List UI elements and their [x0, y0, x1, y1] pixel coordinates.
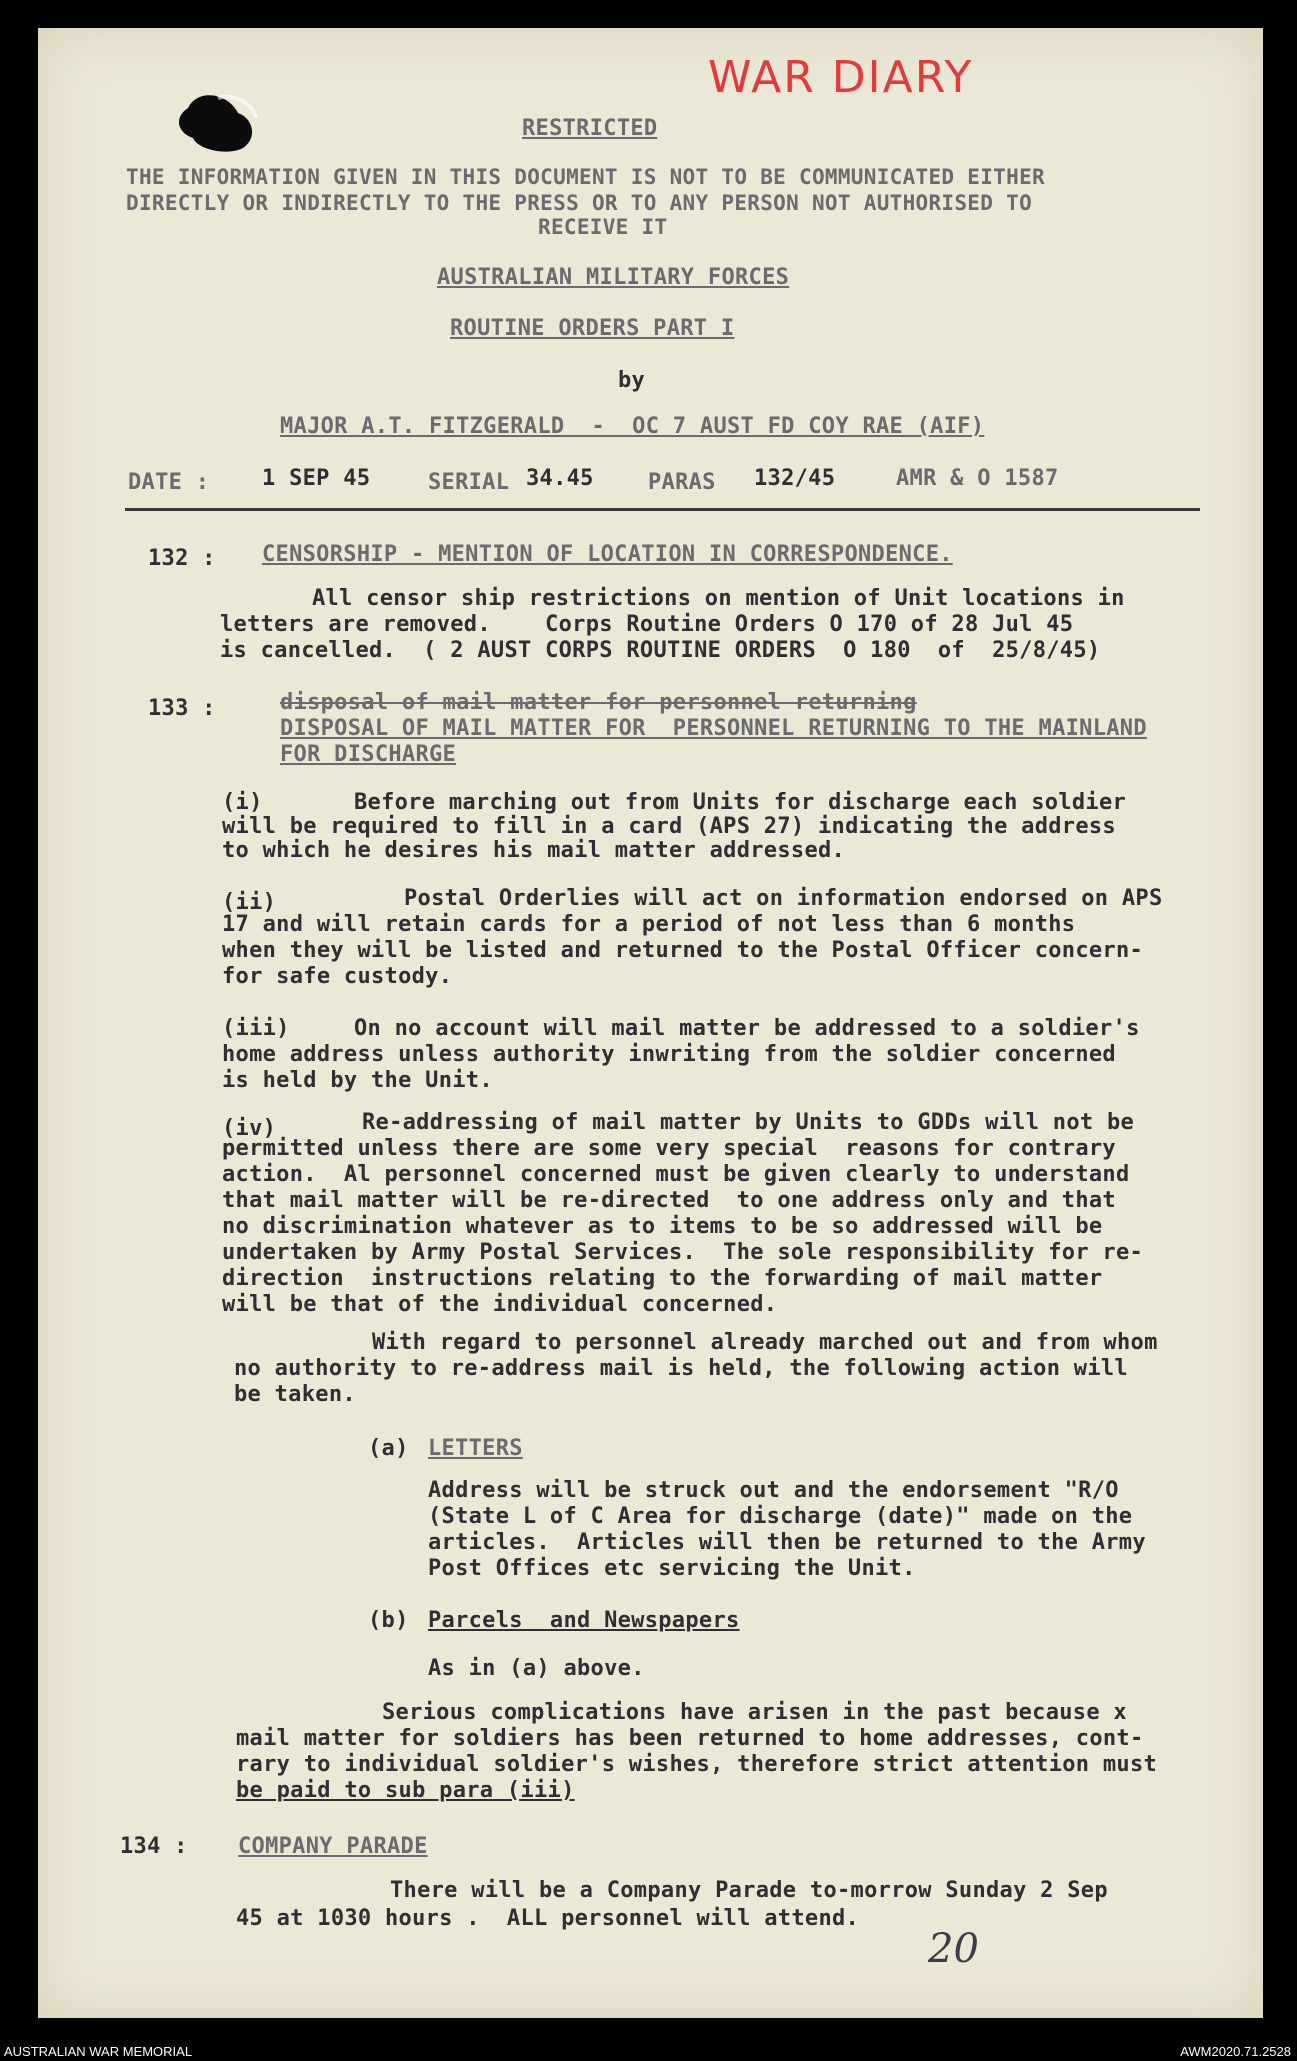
sub-para-iv-line-1: Re-addressing of mail matter by Units to GDDs will not be [362, 1110, 1135, 1135]
sub-para-ii-line-1: Postal Orderlies will act on information endorsed on APS [404, 886, 1163, 911]
sub-para-ii-line-4: for safe custody. [222, 964, 453, 989]
para-133-number: 133 : [148, 696, 216, 721]
para-133-title-line-1: DISPOSAL OF MAIL MATTER FOR PERSONNEL RETURNING TO THE MAINLAND [280, 716, 1147, 741]
sub-para-ii-line-2: 17 and will retain cards for a period of not less than 6 months [222, 912, 1076, 937]
para-134-title: COMPANY PARADE [238, 1834, 428, 1859]
notice-line-3: RECEIVE IT [538, 215, 668, 239]
sub-para-iii-label: (iii) [222, 1016, 290, 1041]
handwritten-page-number: 20 [928, 1926, 979, 1972]
item-b-line-1: As in (a) above. [428, 1656, 645, 1681]
force-heading: AUSTRALIAN MILITARY FORCES [437, 265, 790, 290]
officer-line: MAJOR A.T. FITZGERALD - OC 7 AUST FD COY RAE (AIF) [280, 414, 985, 439]
para-132-title: CENSORSHIP - MENTION OF LOCATION IN CORRESPONDENCE. [262, 542, 953, 567]
sub-para-iv-line-3: action. Al personnel concerned must be given clearly to understand [222, 1162, 1130, 1187]
item-a-label: (a) [368, 1436, 409, 1461]
with-regard-line-3: be taken. [234, 1382, 356, 1407]
orders-heading: ROUTINE ORDERS PART I [450, 316, 735, 341]
sub-para-iv-line-6: undertaken by Army Postal Services. The sole responsibility for re- [222, 1240, 1144, 1265]
item-a-line-1: Address will be struck out and the endorsement "R/O [428, 1478, 1119, 1503]
serious-line-3: rary to individual soldier's wishes, therefore strict attention must [236, 1752, 1158, 1777]
notice-line-1: THE INFORMATION GIVEN IN THIS DOCUMENT IS NOT TO BE COMMUNICATED EITHER [126, 165, 1045, 189]
date-value: 1 SEP 45 [262, 466, 371, 491]
sub-para-iii-line-1: On no account will mail matter be addressed to a soldier's [354, 1016, 1140, 1041]
paras-value: 132/45 [754, 466, 836, 491]
para-132-line-3: is cancelled. ( 2 AUST CORPS ROUTINE ORDERS O 180 of 25/8/45) [220, 638, 1101, 663]
sub-para-i-line-3: to which he desires his mail matter addressed. [222, 838, 846, 863]
footer-left: AUSTRALIAN WAR MEMORIAL [4, 2044, 193, 2059]
item-a-line-3: articles. Articles will then be returned to the Army [428, 1530, 1146, 1555]
date-label: DATE : [128, 470, 210, 495]
with-regard-line-2: no authority to re-address mail is held, the following action will [234, 1356, 1128, 1381]
sub-para-iii-line-3: is held by the Unit. [222, 1068, 493, 1093]
serious-line-4: be paid to sub para (iii) [236, 1778, 575, 1803]
item-a-line-4: Post Offices etc servicing the Unit. [428, 1556, 916, 1581]
para-133-struck-title: disposal of mail matter for personnel returning [280, 690, 917, 715]
header-divider [125, 508, 1200, 511]
footer-right: AWM2020.71.2528 [1180, 2044, 1291, 2059]
para-134-line-2: 45 at 1030 hours . ALL personnel will attend. [236, 1906, 860, 1931]
para-132-line-1: All censor ship restrictions on mention of Unit locations in [312, 586, 1125, 611]
sub-para-iv-line-2: permitted unless there are some very special reasons for contrary [222, 1136, 1116, 1161]
para-132-number: 132 : [148, 546, 216, 571]
sub-para-i-label: (i) [222, 790, 263, 815]
serious-line-1: Serious complications have arisen in the past because x [382, 1700, 1127, 1725]
serial-value: 34.45 [526, 466, 594, 491]
paras-label: PARAS [648, 470, 716, 495]
restricted-heading: RESTRICTED [522, 116, 658, 141]
item-a-title: LETTERS [428, 1436, 523, 1461]
sub-para-ii-label: (ii) [222, 890, 277, 915]
sub-para-iv-line-7: direction instructions relating to the forwarding of mail matter [222, 1266, 1103, 1291]
para-134-number: 134 : [120, 1834, 188, 1859]
sub-para-i-line-2: will be required to fill in a card (APS 27) indicating the address [222, 814, 1116, 839]
para-133-title-line-2: FOR DISCHARGE [280, 742, 457, 767]
war-diary-stamp: WAR DIARY [708, 52, 974, 103]
torn-corner-mark [158, 78, 278, 158]
by-text: by [618, 368, 646, 393]
sub-para-iv-line-8: will be that of the individual concerned. [222, 1292, 778, 1317]
sub-para-ii-line-3: when they will be listed and returned to the Postal Officer concern- [222, 938, 1144, 963]
sub-para-i-line-1: Before marching out from Units for discharge each soldier [354, 790, 1127, 815]
serial-label: SERIAL [428, 470, 510, 495]
sub-para-iv-line-5: no discrimination whatever as to items to be so addressed will be [222, 1214, 1103, 1239]
serious-line-2: mail matter for soldiers has been returned to home addresses, cont- [236, 1726, 1144, 1751]
item-b-title: Parcels and Newspapers [428, 1608, 740, 1633]
para-134-line-1: There will be a Company Parade to-morrow Sunday 2 Sep [390, 1878, 1108, 1903]
sub-para-iv-label: (iv) [222, 1116, 277, 1141]
sub-para-iv-line-4: that mail matter will be re-directed to one address only and that [222, 1188, 1116, 1213]
item-a-line-2: (State L of C Area for discharge (date)" made on the [428, 1504, 1133, 1529]
amr-reference: AMR & O 1587 [896, 466, 1059, 491]
item-b-label: (b) [368, 1608, 409, 1633]
sub-para-iii-line-2: home address unless authority inwriting from the soldier concerned [222, 1042, 1116, 1067]
para-132-line-2: letters are removed. Corps Routine Orders O 170 of 28 Jul 45 [220, 612, 1074, 637]
notice-line-2: DIRECTLY OR INDIRECTLY TO THE PRESS OR TO ANY PERSON NOT AUTHORISED TO [126, 191, 1033, 215]
with-regard-line-1: With regard to personnel already marched out and from whom [372, 1330, 1158, 1355]
